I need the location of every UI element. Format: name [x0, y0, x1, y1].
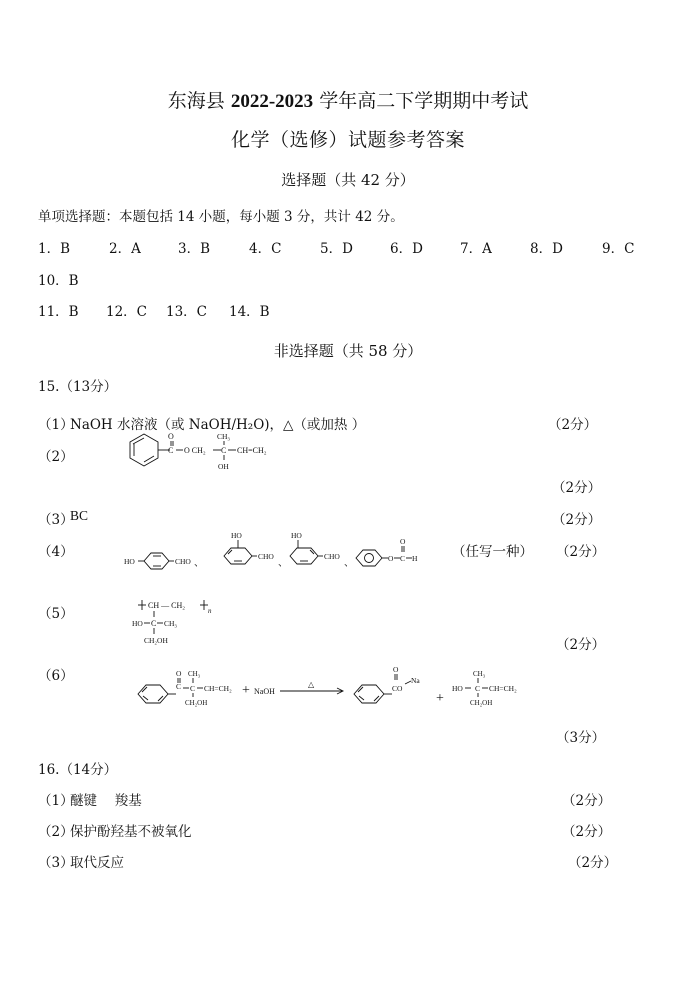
- q15-6-points: （3分）: [556, 730, 606, 746]
- q16-1-label: （1）: [38, 793, 74, 809]
- q16-heading: 16.（14分）: [38, 762, 118, 778]
- q15-4-structures: [118, 528, 448, 578]
- s4b-oh: HO: [231, 531, 242, 540]
- s6-r-c2: C: [190, 684, 196, 693]
- q15-4-points: （2分）: [556, 544, 606, 560]
- s4b-cho: CHO: [258, 552, 274, 561]
- q16-3-points: （2分）: [568, 855, 618, 871]
- q16-1-points: （2分）: [562, 793, 612, 809]
- q16-2-label: （2）: [38, 824, 74, 840]
- q15-1-label: （1）: [38, 417, 74, 433]
- answer-6: 6．D: [390, 241, 423, 257]
- s5-ch2oh: CH₂OH: [144, 636, 168, 645]
- q15-2-label: （2）: [38, 449, 74, 465]
- answer-7: 7．A: [460, 241, 492, 257]
- s4c-cho: CHO: [324, 552, 340, 561]
- answer-10: 10．B: [38, 273, 79, 289]
- s5-chain: CH — CH₂: [148, 601, 186, 610]
- q15-4-label: （4）: [38, 544, 74, 560]
- s6-r-ch3: CH₃: [188, 670, 201, 678]
- county-name: 东海县: [167, 90, 225, 112]
- answer-13: 13．C: [166, 304, 208, 320]
- s4a-ho: HO: [124, 557, 135, 566]
- s6-naoh: NaOH: [254, 687, 275, 696]
- s4d-o: O: [388, 554, 394, 563]
- s2-carbonyl-o: O: [168, 432, 174, 441]
- q15-5-points: （2分）: [556, 637, 606, 653]
- q15-2-structure: [118, 432, 298, 492]
- s6-q-ho: HO: [452, 684, 463, 693]
- s4-sep2: 、: [278, 558, 288, 569]
- s6-r-ch2oh: CH₂OH: [185, 699, 208, 707]
- s4a-cho: CHO: [175, 557, 191, 566]
- q16-1-answer: 醚键 羧基: [70, 793, 142, 809]
- q15-6-label: （6）: [38, 668, 74, 684]
- answer-2: 2．A: [109, 241, 141, 257]
- answer-14: 14．B: [229, 304, 270, 320]
- q15-5-structure: [126, 596, 226, 654]
- s6-p-na: Na: [411, 676, 420, 685]
- s6-delta: △: [308, 680, 315, 689]
- q15-heading: 15.（13分）: [38, 379, 118, 395]
- answer-5: 5．D: [320, 241, 353, 257]
- s6-r-o: O: [176, 669, 182, 678]
- title-rest: 学年高二下学期期中考试: [319, 90, 529, 112]
- answer-12: 12．C: [106, 304, 148, 320]
- s6-plus1: +: [242, 683, 250, 698]
- s6-q-ch3: CH₃: [473, 670, 486, 678]
- s5-c: C: [151, 619, 157, 628]
- s2-vinyl: CH=CH₂: [237, 446, 267, 455]
- s6-r-vinyl: CH=CH₂: [204, 684, 232, 693]
- q15-2-points: （2分）: [552, 480, 602, 496]
- s6-p-o: O: [393, 665, 399, 674]
- s5-ho: HO: [132, 619, 143, 628]
- s4d-c: C: [400, 554, 406, 563]
- s2-och2: O CH₂: [184, 446, 206, 455]
- s2-hydroxyl: OH: [218, 462, 229, 471]
- answer-3: 3．B: [178, 241, 211, 257]
- nonmcq-section-title: 非选择题（共 58 分）: [273, 342, 423, 360]
- q15-4-note: （任写一种）: [452, 544, 533, 560]
- s4d-dbo: O: [400, 537, 406, 546]
- answer-1: 1．B: [38, 241, 71, 257]
- s5-n: n: [208, 607, 212, 615]
- q15-3-points: （2分）: [552, 512, 602, 528]
- q15-1-answer: NaOH 水溶液（或 NaOH/H₂O)，△（或加热 ）: [70, 417, 366, 433]
- q16-3-label: （3）: [38, 855, 74, 871]
- s6-r-c: C: [176, 682, 182, 691]
- q16-2-answer: 保护酚羟基不被氧化: [70, 824, 192, 840]
- q15-6-reaction: [130, 664, 550, 720]
- school-years: 2022-2023: [230, 91, 314, 112]
- s4-sep3: 、: [344, 558, 354, 569]
- q15-3-answer: BC: [70, 508, 89, 523]
- mcq-section-title: 选择题（共 42 分）: [281, 171, 415, 189]
- q15-5-label: （5）: [38, 606, 74, 622]
- s6-q-ch2oh: CH₂OH: [470, 699, 493, 707]
- s4d-h: H: [412, 554, 418, 563]
- answer-8: 8．D: [530, 241, 563, 257]
- mcq-instructions: 单项选择题：本题包括 14 小题，每小题 3 分，共计 42 分。: [38, 209, 404, 225]
- s2-quaternary-c: C: [221, 446, 227, 455]
- answer-11: 11．B: [38, 304, 79, 320]
- q16-2-points: （2分）: [562, 824, 612, 840]
- q15-1-points: （2分）: [548, 417, 598, 433]
- q16-3-answer: 取代反应: [70, 855, 124, 871]
- s6-plus2: +: [436, 691, 444, 706]
- s4c-oh: HO: [291, 531, 302, 540]
- s5-ch3: CH₃: [164, 619, 178, 628]
- s6-p-co: CO: [392, 684, 403, 693]
- exam-title: [0, 86, 696, 113]
- s2-carbonyl-c: C: [168, 446, 174, 455]
- s4-sep1: 、: [194, 558, 204, 569]
- exam-subtitle: 化学（选修）试题参考答案: [230, 129, 465, 151]
- s6-q-vinyl: CH=CH₂: [489, 684, 517, 693]
- q15-3-label: （3）: [38, 512, 74, 528]
- answer-9: 9．C: [602, 241, 635, 257]
- answer-4: 4．C: [249, 241, 282, 257]
- s2-methyl: CH₃: [217, 432, 231, 441]
- s6-q-c: C: [475, 684, 481, 693]
